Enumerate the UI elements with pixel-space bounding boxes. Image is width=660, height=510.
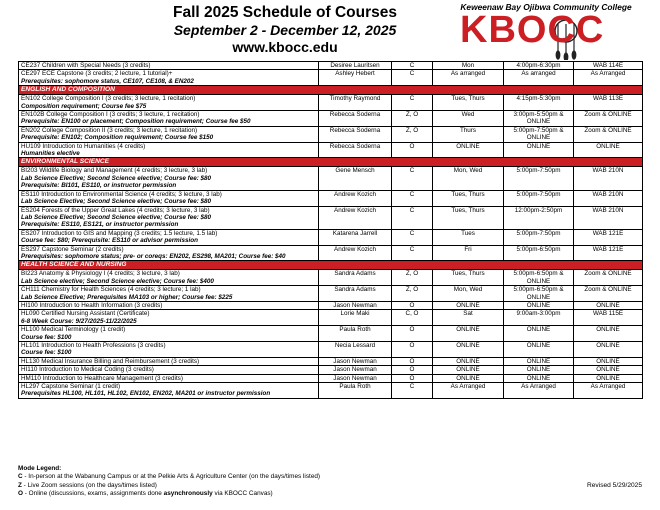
course-title: HL090 Certified Nursing Assistant (Certificate) xyxy=(21,310,150,318)
course-cell xyxy=(19,245,319,261)
room-cell: Zoom & ONLINE xyxy=(574,111,643,127)
course-row xyxy=(19,286,643,302)
course-title: HM110 Introduction to Healthcare Management (3 credits) xyxy=(21,374,183,382)
course-row xyxy=(19,62,643,70)
time-cell: 9:00am-3:00pm xyxy=(504,310,574,326)
room-cell: WAB 121E xyxy=(574,229,643,245)
mode-cell: Z, O xyxy=(392,286,433,302)
course-note: Lab Science Elective; Second Science elective; Course fee: $80 xyxy=(21,174,212,182)
mode-cell: C xyxy=(392,245,433,261)
time-cell: 12:00pm-2:50pm xyxy=(504,206,574,229)
mode-legend xyxy=(18,465,438,498)
time-cell: ONLINE xyxy=(504,301,574,309)
days-cell: Tues, Thurs xyxy=(433,190,504,206)
time-cell: ONLINE xyxy=(504,142,574,158)
legend-item: C - In-person at the Wabanung Campus or at the Pelkie Arts & Agriculture Center (on the days/times listed) xyxy=(18,473,321,481)
course-title: HI100 Introduction to Health Information (3 credits) xyxy=(21,301,163,309)
mode-cell: O xyxy=(392,366,433,374)
course-title: ES297 Capstone Seminar (2 credits) xyxy=(21,245,124,253)
instructor-cell: Rebecca Soderna xyxy=(319,111,392,127)
course-note: Humanities elective xyxy=(21,150,80,158)
course-cell xyxy=(19,142,319,158)
instructor-cell: Andrew Kozich xyxy=(319,245,392,261)
days-cell: Tues xyxy=(433,229,504,245)
room-cell: WAB 210N xyxy=(574,167,643,190)
course-row xyxy=(19,70,643,86)
section-label: ENGLISH AND COMPOSITION xyxy=(19,86,643,95)
course-title: BI203 Wildlife Biology and Management (4 credits; 3 lecture, 3 lab) xyxy=(21,167,208,175)
mode-cell: O xyxy=(392,301,433,309)
room-cell: ONLINE xyxy=(574,342,643,358)
course-row xyxy=(19,111,643,127)
course-title: HI110 Introduction to Medical Coding (3 credits) xyxy=(21,366,154,374)
instructor-cell: Sandra Adams xyxy=(319,286,392,302)
legend-item: O - Online (discussions, exams, assignments done asynchronously via KBOCC Canvas) xyxy=(18,489,273,497)
course-title: BI223 Anatomy & Physiology I (4 credits; 3 lecture, 3 lab) xyxy=(21,270,180,278)
instructor-cell: Timothy Raymond xyxy=(319,95,392,111)
mode-cell: C xyxy=(392,62,433,70)
time-cell: 5:00pm-7:50pm & ONLINE xyxy=(504,126,574,142)
room-cell: WAB 115E xyxy=(574,310,643,326)
room-cell: ONLINE xyxy=(574,366,643,374)
course-cell xyxy=(19,286,319,302)
course-cell xyxy=(19,342,319,358)
course-row xyxy=(19,270,643,286)
time-cell: 5:00pm-7:50pm xyxy=(504,167,574,190)
days-cell: Tues, Thurs xyxy=(433,270,504,286)
instructor-cell: Jason Newman xyxy=(319,357,392,365)
mode-cell: C xyxy=(392,95,433,111)
course-note: Lab Science Elective; Prerequisites MA103 or higher; Course fee: $225 xyxy=(21,293,233,301)
room-cell: ONLINE xyxy=(574,301,643,309)
course-title: EN202 College Composition II (3 credits; 3 lecture, 1 recitation) xyxy=(21,126,198,134)
days-cell: Mon xyxy=(433,62,504,70)
course-title: CE297 ECE Capstone (3 credits; 2 lecture, 1 tutorial)+ xyxy=(21,70,173,78)
days-cell: Mon, Wed xyxy=(433,286,504,302)
room-cell: WAB 121E xyxy=(574,245,643,261)
course-row xyxy=(19,126,643,142)
course-note: Prerequisites: sophomore status, CE107, CE108, & EN202 xyxy=(21,77,194,85)
course-cell xyxy=(19,357,319,365)
room-cell: WAB 210N xyxy=(574,206,643,229)
course-note: Prerequisites HL100, HL101, HL102, EN102, EN202, MA201 or instructor permission xyxy=(21,390,271,398)
course-cell xyxy=(19,62,319,70)
course-cell xyxy=(19,374,319,382)
course-row xyxy=(19,342,643,358)
time-cell: ONLINE xyxy=(504,326,574,342)
section-header xyxy=(19,86,643,95)
instructor-cell: Rebecca Soderna xyxy=(319,126,392,142)
website-link[interactable]: www.kbocc.edu xyxy=(232,39,338,55)
days-cell: ONLINE xyxy=(433,142,504,158)
room-cell: ONLINE xyxy=(574,142,643,158)
course-note: Lab Science elective; Second Science elective; Course fee: $400 xyxy=(21,277,214,285)
time-cell: ONLINE xyxy=(504,374,574,382)
section-label: HEALTH SCIENCE AND NURSING xyxy=(19,261,643,270)
course-note: Prerequisites: sophomore status; pre- or coreqs: EN202, ES298, MA201; Course fee: $40 xyxy=(21,252,286,260)
room-cell: Zoom & ONLINE xyxy=(574,286,643,302)
mode-cell: C xyxy=(392,383,433,399)
time-cell: As arranged xyxy=(504,70,574,86)
course-cell xyxy=(19,95,319,111)
days-cell: As arranged xyxy=(433,70,504,86)
time-cell: 5:00pm-7:50pm xyxy=(504,190,574,206)
revised-date: Revised 5/29/2025 xyxy=(587,482,642,489)
course-row xyxy=(19,357,643,365)
course-cell xyxy=(19,310,319,326)
instructor-cell: Gene Mensch xyxy=(319,167,392,190)
term-dates: September 2 - December 12, 2025 xyxy=(173,22,397,38)
course-row xyxy=(19,383,643,399)
course-cell xyxy=(19,126,319,142)
course-cell xyxy=(19,190,319,206)
course-title: HL297 Capstone Seminar (1 credit) xyxy=(21,383,121,391)
room-cell: ONLINE xyxy=(574,357,643,365)
instructor-cell: Andrew Kozich xyxy=(319,206,392,229)
course-note: Prerequisite: EN102; Composition requirement; Course fee $150 xyxy=(21,134,214,142)
mode-cell: Z, O xyxy=(392,270,433,286)
course-row xyxy=(19,190,643,206)
days-cell: ONLINE xyxy=(433,374,504,382)
schedule-table xyxy=(18,61,643,399)
instructor-cell: Sandra Adams xyxy=(319,270,392,286)
instructor-cell: Katarena Jarrell xyxy=(319,229,392,245)
course-title: ES204 Forests of the Upper Great Lakes (4 credits; 3 lecture, 3 lab) xyxy=(21,206,210,214)
time-cell: 5:00pm-6:50pm & ONLINE xyxy=(504,286,574,302)
mode-cell: O xyxy=(392,357,433,365)
mode-cell: C xyxy=(392,206,433,229)
course-title: EN102 College Composition I (3 credits; 3 lecture, 1 recitation) xyxy=(21,95,196,103)
time-cell: 3:00pm-5:50pm & ONLINE xyxy=(504,111,574,127)
course-cell xyxy=(19,270,319,286)
course-row xyxy=(19,142,643,158)
days-cell: ONLINE xyxy=(433,326,504,342)
room-cell: WAB 114E xyxy=(574,62,643,70)
course-row xyxy=(19,206,643,229)
days-cell: ONLINE xyxy=(433,357,504,365)
room-cell: WAB 210N xyxy=(574,190,643,206)
legend-title: Mode Legend: xyxy=(18,465,62,472)
instructor-cell: Paula Roth xyxy=(319,383,392,399)
course-title: EN102B College Composition I (3 credits; 3 lecture, 1 recitation) xyxy=(21,111,200,119)
instructor-cell: Jason Newman xyxy=(319,301,392,309)
course-note: Lab Science Elective; Second Science elective; Course fee: $80 xyxy=(21,198,212,206)
time-cell: 5:00pm-6:50pm xyxy=(504,245,574,261)
days-cell: Sat xyxy=(433,310,504,326)
page-title: Fall 2025 Schedule of Courses xyxy=(173,4,397,21)
course-note: Composition requirement; Course fee $75 xyxy=(21,102,147,110)
days-cell: Tues, Thurs xyxy=(433,95,504,111)
section-label: ENVIRONMENTAL SCIENCE xyxy=(19,158,643,167)
mode-cell: C xyxy=(392,70,433,86)
course-row xyxy=(19,366,643,374)
room-cell: As Arranged xyxy=(574,70,643,86)
course-cell xyxy=(19,326,319,342)
days-cell: ONLINE xyxy=(433,301,504,309)
course-cell xyxy=(19,167,319,190)
days-cell: ONLINE xyxy=(433,342,504,358)
course-title: CH111 Chemistry for Health Sciences (4 credits; 3 lecture; 1 lab) xyxy=(21,286,201,294)
room-cell: WAB 113E xyxy=(574,95,643,111)
mode-cell: C, O xyxy=(392,310,433,326)
course-row xyxy=(19,167,643,190)
time-cell: ONLINE xyxy=(504,342,574,358)
course-title: HL130 Medical Insurance Billing and Reimbursement (3 credits) xyxy=(21,357,200,365)
room-cell: Zoom & ONLINE xyxy=(574,270,643,286)
room-cell: As Arranged xyxy=(574,383,643,399)
course-title: HL100 Medical Terminology (1 credit) xyxy=(21,326,126,334)
instructor-cell: Lorie Maki xyxy=(319,310,392,326)
logo-subtitle: Keweenaw Bay Ojibwa Community College xyxy=(460,2,632,12)
instructor-cell: Andrew Kozich xyxy=(319,190,392,206)
course-row xyxy=(19,301,643,309)
section-header xyxy=(19,261,643,270)
course-title: CE237 Children with Special Needs (3 credits) xyxy=(21,62,151,69)
instructor-cell: Ashley Hebert xyxy=(319,70,392,86)
time-cell: 5:00pm-7:50pm xyxy=(504,229,574,245)
course-cell xyxy=(19,111,319,127)
mode-cell: C xyxy=(392,229,433,245)
time-cell: ONLINE xyxy=(504,357,574,365)
mode-cell: C xyxy=(392,190,433,206)
room-cell: ONLINE xyxy=(574,374,643,382)
room-cell: Zoom & ONLINE xyxy=(574,126,643,142)
logo-wordmark: KBOCC xyxy=(460,9,605,51)
course-note: Course fee: $100 xyxy=(21,333,72,341)
course-title: HL101 Introduction to Health Professions (3 credits) xyxy=(21,342,166,349)
time-cell: As Arranged xyxy=(504,383,574,399)
days-cell: As Arranged xyxy=(433,383,504,399)
course-cell xyxy=(19,206,319,229)
course-cell xyxy=(19,70,319,86)
course-cell xyxy=(19,301,319,309)
mode-cell: O xyxy=(392,342,433,358)
mode-cell: Z, O xyxy=(392,126,433,142)
time-cell: 5:00pm-6:50pm & ONLINE xyxy=(504,270,574,286)
time-cell: 4:00pm-6:30pm xyxy=(504,62,574,70)
days-cell: Thurs xyxy=(433,126,504,142)
course-row xyxy=(19,310,643,326)
instructor-cell: Rebecca Soderna xyxy=(319,142,392,158)
instructor-cell: Jason Newman xyxy=(319,374,392,382)
course-note: Prerequisite: ES110, ES121, or instructor permission xyxy=(21,221,179,229)
course-row xyxy=(19,374,643,382)
mode-cell: O xyxy=(392,374,433,382)
kbocc-logo xyxy=(446,2,646,60)
days-cell: ONLINE xyxy=(433,366,504,374)
room-cell: ONLINE xyxy=(574,326,643,342)
course-row xyxy=(19,326,643,342)
course-note: 6-8 Week Course: 9/27/2025-11/22/2025 xyxy=(21,317,137,325)
course-cell xyxy=(19,229,319,245)
instructor-cell: Desiree Lauritsen xyxy=(319,62,392,70)
legend-item: Z - Live Zoom sessions (on the days/times listed) xyxy=(18,481,157,489)
course-note: Course fee: $80; Prerequisite: ES110 or advisor permission xyxy=(21,237,198,245)
time-cell: 4:15pm-5:30pm xyxy=(504,95,574,111)
days-cell: Fri xyxy=(433,245,504,261)
instructor-cell: Jason Newman xyxy=(319,366,392,374)
days-cell: Tues, Thurs xyxy=(433,206,504,229)
instructor-cell: Necia Lessard xyxy=(319,342,392,358)
instructor-cell: Paula Roth xyxy=(319,326,392,342)
course-note: Prerequisite: EN100 or placement; Composition requirement; Course fee $50 xyxy=(21,118,251,126)
section-header xyxy=(19,158,643,167)
course-note: Prerequisite: BI101, ES110, or instructor permission xyxy=(21,182,177,190)
course-note: Course fee: $100 xyxy=(21,349,72,357)
mode-cell: O xyxy=(392,142,433,158)
course-title: HU109 Introduction to Humanities (4 credits) xyxy=(21,142,146,150)
course-title: ES207 Introduction to GIS and Mapping (3 credits; 1.5 lecture, 1.5 lab) xyxy=(21,229,218,237)
mode-cell: O xyxy=(392,326,433,342)
course-cell xyxy=(19,366,319,374)
mode-cell: Z, O xyxy=(392,111,433,127)
course-note: Lab Science Elective; Second Science elective; Course fee: $80 xyxy=(21,213,212,221)
course-row xyxy=(19,245,643,261)
course-row xyxy=(19,95,643,111)
course-title: ES110 Introduction to Environmental Science (4 credits; 3 lecture, 3 lab) xyxy=(21,190,222,198)
time-cell: ONLINE xyxy=(504,366,574,374)
days-cell: Mon, Wed xyxy=(433,167,504,190)
days-cell: Wed xyxy=(433,111,504,127)
mode-cell: C xyxy=(392,167,433,190)
course-cell xyxy=(19,383,319,399)
course-row xyxy=(19,229,643,245)
